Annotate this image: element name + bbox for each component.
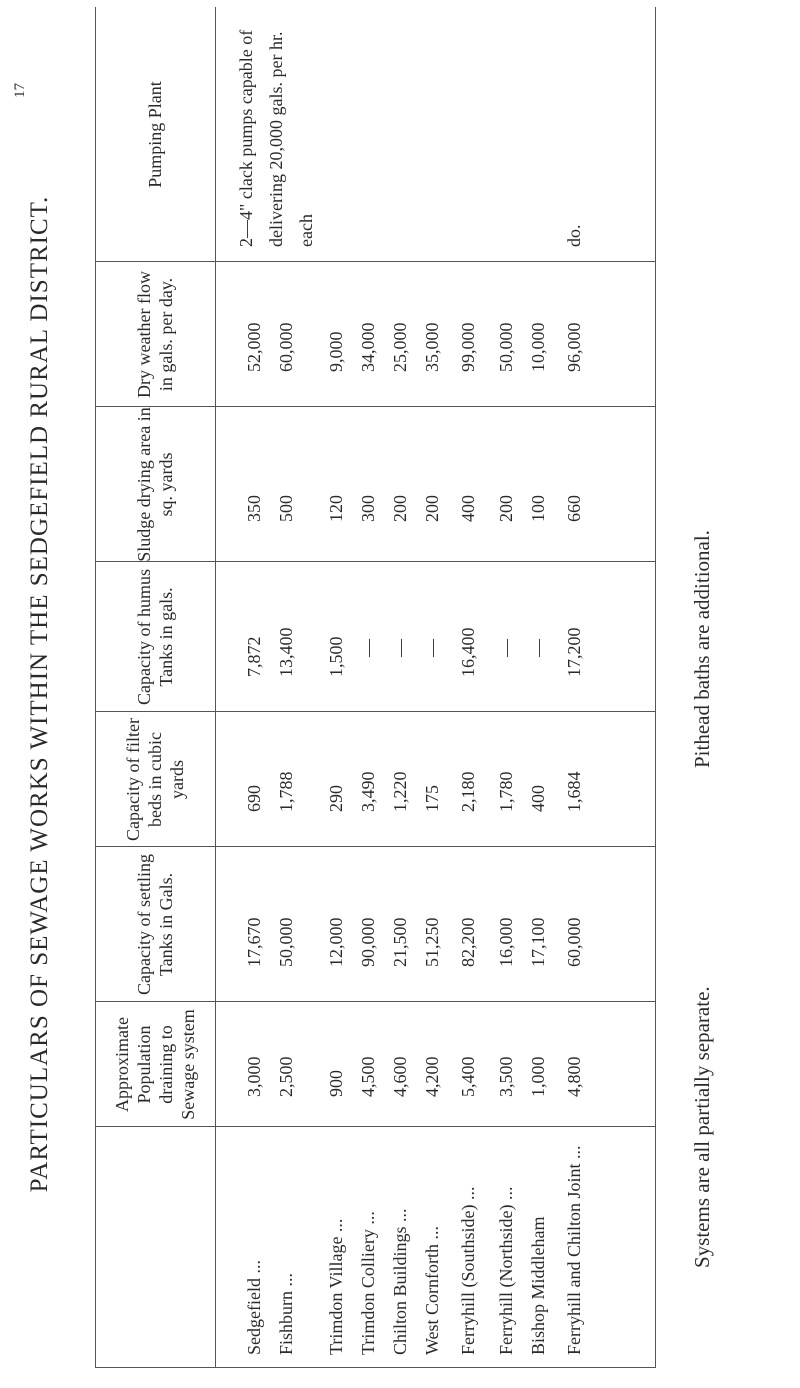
footnote-pithead-baths: Pithead baths are additional. (690, 530, 714, 768)
row-ferryhill-chilton-joint-settling: 60,000 (564, 917, 584, 967)
row-trimdon-village-name: Trimdon Village ... (326, 1218, 346, 1355)
row-fishburn-population: 2,500 (276, 1056, 296, 1097)
row-chilton-buildings-flow: 25,000 (390, 322, 410, 372)
row-sedgefield-sludge: 350 (244, 495, 264, 522)
row-bishop-middleham-population: 1,000 (528, 1056, 548, 1097)
header-bottom-rule (215, 7, 216, 1367)
header-population: Approximate Population draining to Sewage system (112, 1009, 198, 1120)
row-fishburn-sludge: 500 (276, 495, 296, 522)
row-chilton-buildings-humus: — (390, 639, 410, 657)
row-ferryhill-southside-flow: 99,000 (458, 322, 478, 372)
row-fishburn-name: Fishburn ... (276, 1272, 296, 1355)
row-trimdon-village-population: 900 (326, 1070, 346, 1097)
row-bishop-middleham-name: Bishop Middleham (528, 1216, 548, 1355)
row-bishop-middleham-flow: 10,000 (528, 322, 548, 372)
row-west-cornforth-flow: 35,000 (422, 322, 442, 372)
row-west-cornforth-sludge: 200 (422, 495, 442, 522)
row-ferryhill-northside-settling: 16,000 (496, 917, 516, 967)
row-trimdon-village-flow: 9,000 (326, 331, 346, 372)
row-ferryhill-northside-filter: 1,780 (496, 771, 516, 812)
row-sedgefield-humus: 7,872 (244, 636, 264, 677)
row-trimdon-village-humus: 1,500 (326, 636, 346, 677)
row-chilton-buildings-sludge: 200 (390, 495, 410, 522)
header-place (95, 1127, 215, 1367)
row-ferryhill-northside-population: 3,500 (496, 1056, 516, 1097)
header-filter-beds: Capacity of filter beds in cubic yards (123, 718, 187, 841)
row-west-cornforth-settling: 51,250 (422, 917, 442, 967)
row-ferryhill-chilton-joint-humus: 17,200 (564, 627, 584, 677)
row-ferryhill-chilton-joint-filter: 1,684 (564, 771, 584, 812)
row-bishop-middleham-sludge: 100 (528, 495, 548, 522)
row-ferryhill-chilton-joint-name: Ferryhill and Chilton Joint ... (564, 1145, 584, 1355)
header-sludge-area: Sludge drying area in sq. yards (134, 407, 176, 562)
row-ferryhill-southside-sludge: 400 (458, 495, 478, 522)
sewage-works-table (95, 7, 656, 1368)
row-bishop-middleham-filter: 400 (528, 785, 548, 812)
header-dry-weather-flow: Dry weather flow in gals. per day. (134, 271, 176, 398)
row-trimdon-colliery-filter: 3,490 (358, 771, 378, 812)
row-chilton-buildings-population: 4,600 (390, 1056, 410, 1097)
pumping-plant-description: 2—4" clack pumps capable of delivering 20,000 gals. per hr. each (236, 29, 316, 247)
row-trimdon-colliery-settling: 90,000 (358, 917, 378, 967)
header-humus-tanks: Capacity of humus Tanks in gals. (134, 569, 176, 705)
row-trimdon-village-settling: 12,000 (326, 917, 346, 967)
row-ferryhill-chilton-joint-flow: 96,000 (564, 322, 584, 372)
footnote-separate-systems: Systems are all partially separate. (690, 986, 714, 1268)
page-number: 17 (12, 83, 28, 98)
row-bishop-middleham-settling: 17,100 (528, 917, 548, 967)
row-ferryhill-southside-population: 5,400 (458, 1056, 478, 1097)
row-west-cornforth-population: 4,200 (422, 1056, 442, 1097)
row-ferryhill-southside-name: Ferryhill (Southside) ... (458, 1186, 478, 1355)
header-settling-tanks: Capacity of settling Tanks in Gals. (134, 854, 176, 995)
row-west-cornforth-filter: 175 (422, 785, 442, 812)
row-fishburn-flow: 60,000 (276, 322, 296, 372)
row-sedgefield-name: Sedgefield ... (244, 1260, 264, 1355)
row-trimdon-village-filter: 290 (326, 785, 346, 812)
row-ferryhill-northside-flow: 50,000 (496, 322, 516, 372)
row-sedgefield-population: 3,000 (244, 1056, 264, 1097)
row-ferryhill-southside-filter: 2,180 (458, 771, 478, 812)
row-ferryhill-southside-humus: 16,400 (458, 627, 478, 677)
row-trimdon-colliery-sludge: 300 (358, 495, 378, 522)
row-ferryhill-chilton-joint-population: 4,800 (564, 1056, 584, 1097)
row-chilton-buildings-filter: 1,220 (390, 771, 410, 812)
row-trimdon-colliery-humus: — (358, 639, 378, 657)
row-trimdon-colliery-name: Trimdon Colliery ... (358, 1211, 378, 1355)
row-fishburn-filter: 1,788 (276, 771, 296, 812)
row-ferryhill-chilton-joint-sludge: 660 (564, 495, 584, 522)
row-west-cornforth-humus: — (422, 639, 442, 657)
row-chilton-buildings-settling: 21,500 (390, 917, 410, 967)
row-ferryhill-northside-humus: — (496, 639, 516, 657)
row-sedgefield-flow: 52,000 (244, 322, 264, 372)
pumping-plant-ditto: do. (564, 224, 584, 247)
row-trimdon-colliery-population: 4,500 (358, 1056, 378, 1097)
header-pumping-plant: Pumping Plant (145, 81, 165, 188)
row-fishburn-settling: 50,000 (276, 917, 296, 967)
row-ferryhill-southside-settling: 82,200 (458, 917, 478, 967)
row-bishop-middleham-humus: — (528, 639, 548, 657)
row-sedgefield-settling: 17,670 (244, 917, 264, 967)
row-sedgefield-filter: 690 (244, 785, 264, 812)
row-chilton-buildings-name: Chilton Buildings ... (390, 1208, 410, 1355)
row-west-cornforth-name: West Cornforth ... (422, 1225, 442, 1355)
row-fishburn-humus: 13,400 (276, 627, 296, 677)
table-title: PARTICULARS OF SEWAGE WORKS WITHIN THE SEDGEFIELD RURAL DISTRICT. (26, 195, 53, 1193)
row-trimdon-colliery-flow: 34,000 (358, 322, 378, 372)
row-ferryhill-northside-name: Ferryhill (Northside) ... (496, 1186, 516, 1355)
row-trimdon-village-sludge: 120 (326, 495, 346, 522)
row-ferryhill-northside-sludge: 200 (496, 495, 516, 522)
